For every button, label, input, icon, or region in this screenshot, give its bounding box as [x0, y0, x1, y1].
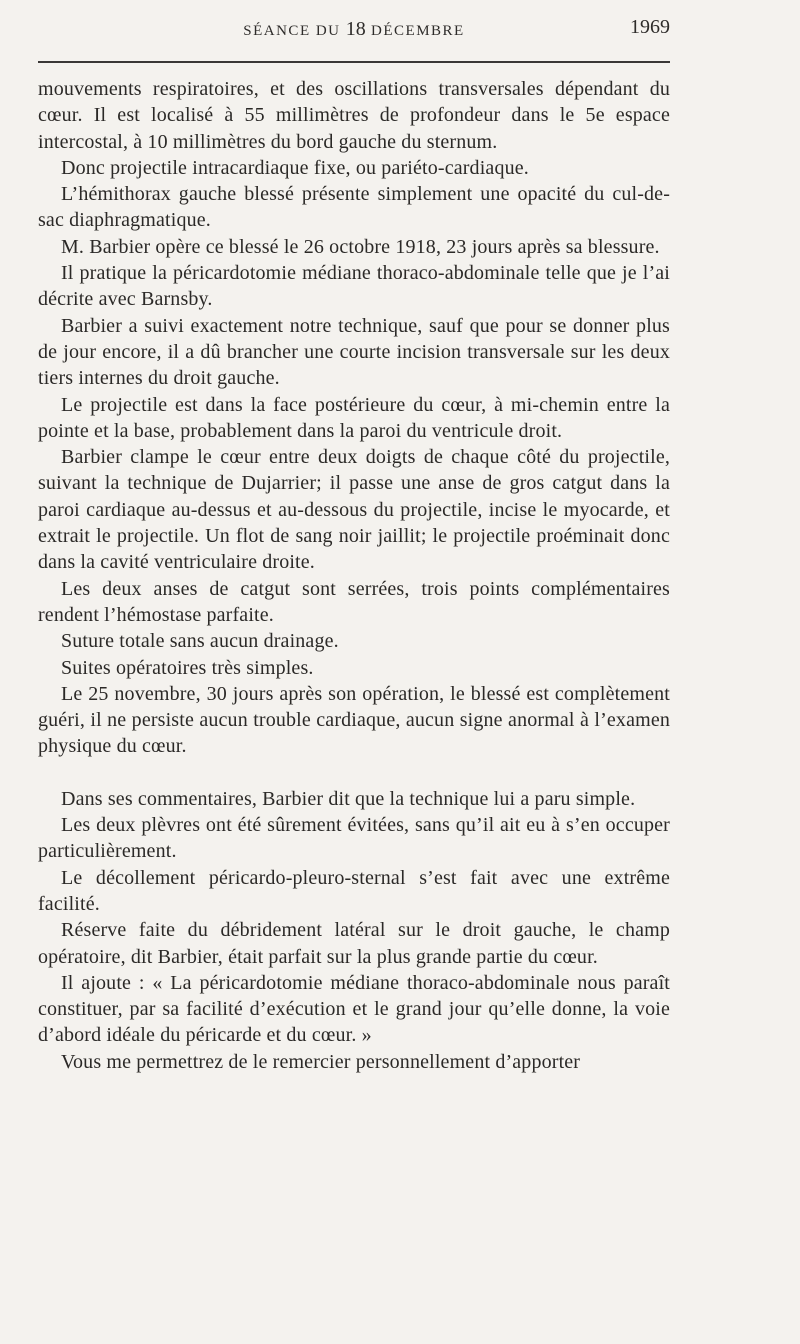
paragraph: M. Barbier opère ce blessé le 26 octobre 1918, 23 jours après sa blessure. [61, 235, 660, 258]
body-text [38, 76, 670, 1075]
paragraph: Vous me permettrez de le remercier personnellement d’apporter [61, 1050, 581, 1073]
running-head-title-prefix: SÉANCE DU [243, 23, 346, 39]
running-head-title-suffix: DÉCEMBRE [365, 23, 465, 39]
running-head [38, 18, 670, 44]
paragraph-continuation: mouvements respiratoires, et des oscillations transversales dépendant du cœur. Il est localisé à 55 millimètres de profondeur dans le 5e espace intercostal, à 10 millimètres du bord gauche du sternum. [38, 78, 670, 153]
paragraph: Le 25 novembre, 30 jours après son opération, le blessé est complètement guéri, il ne persiste aucun trouble cardiaque, aucun signe anormal à l’examen physique du cœur. [38, 682, 670, 758]
paragraph: Il pratique la péricardotomie médiane thoraco-abdominale telle que je l’ai décrite avec Barnsby. [38, 262, 670, 311]
header-rule [38, 61, 670, 63]
paragraph: Les deux plèvres ont été sûrement évitées, sans qu’il ait eu à s’en occuper particulièrement. [38, 814, 670, 863]
paragraph: Suites opératoires très simples. [61, 656, 314, 679]
paragraph: Barbier a suivi exactement notre technique, sauf que pour se donner plus de jour encore, il a dû brancher une courte incision transversale sur les deux tiers internes du droit gauche. [38, 314, 670, 390]
paragraph: L’hémithorax gauche blessé présente simplement une opacité du cul-de-sac diaphragmatique. [38, 183, 670, 232]
paragraph: Barbier clampe le cœur entre deux doigts de chaque côté du projectile, suivant la technique de Dujarrier; il passe une anse de gros catgut dans la paroi cardiaque au-dessus et au-dessous du projectile, incise le myocarde, et extrait le projectile. Un flot de sang noir jaillit; le projectile proéminait donc dans la cavité ventriculaire droite. [38, 446, 670, 574]
page-number: 1969 [630, 16, 670, 38]
running-head-title-day: 18 [345, 18, 366, 40]
running-head-title [38, 18, 670, 41]
paragraph: Réserve faite du débridement latéral sur le droit gauche, le champ opératoire, dit Barbier, était parfait sur la plus grande partie du cœur. [38, 919, 670, 968]
paragraph: Suture totale sans aucun drainage. [61, 630, 339, 653]
paragraph: Le projectile est dans la face postérieure du cœur, à mi-chemin entre la pointe et la base, probablement dans la paroi du ventricule droit. [38, 393, 670, 442]
paragraph: Dans ses commentaires, Barbier dit que la technique lui a paru simple. [61, 787, 636, 810]
paragraph: Donc projectile intracardiaque fixe, ou pariéto-cardiaque. [61, 156, 529, 179]
paragraph: Le décollement péricardo-pleuro-sternal s’est fait avec une extrême facilité. [38, 866, 670, 915]
paragraph: Les deux anses de catgut sont serrées, trois points complémentaires rendent l’hémostase parfaite. [38, 577, 670, 626]
paragraph: Il ajoute : « La péricardotomie médiane thoraco-abdominale nous paraît constituer, par sa facilité d’exécution et le grand jour qu’elle donne, la voie d’abord idéale du péricarde et du cœur. » [38, 971, 670, 1047]
